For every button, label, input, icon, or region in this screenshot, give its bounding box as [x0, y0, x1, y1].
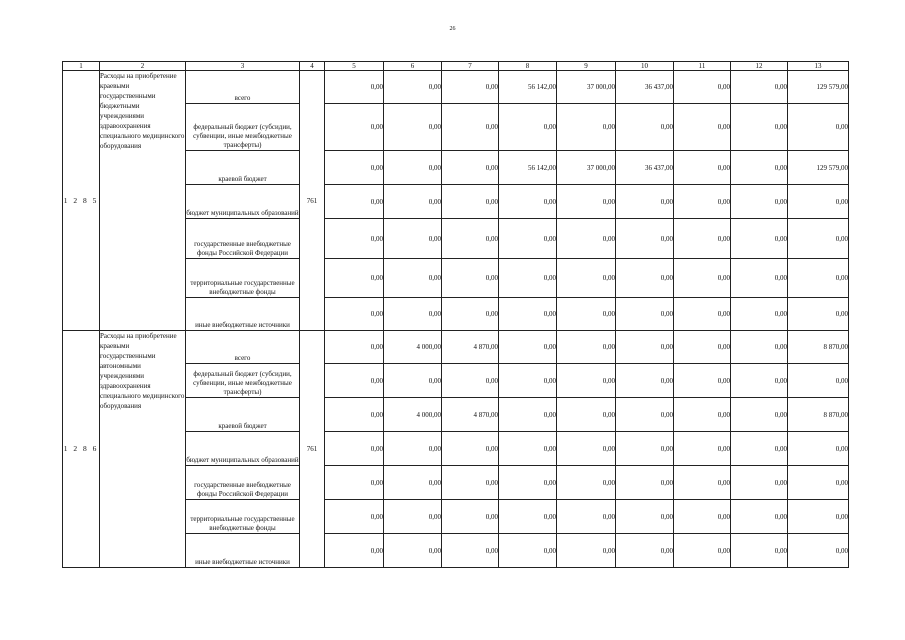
funding-source: федеральный бюджет (субсидии, субвенции, иные межбюджетные трансферты) [186, 104, 300, 151]
header-cell: 8 [499, 62, 557, 71]
value-cell: 37 000,00 [557, 151, 616, 185]
value-cell: 0,00 [325, 500, 384, 534]
value-cell: 0,00 [499, 104, 557, 151]
value-cell: 0,00 [384, 151, 442, 185]
value-cell: 0,00 [384, 432, 442, 466]
value-cell: 0,00 [384, 298, 442, 331]
value-cell: 0,00 [325, 185, 384, 219]
value-cell: 0,00 [499, 534, 557, 568]
value-cell: 0,00 [384, 185, 442, 219]
value-cell: 0,00 [325, 398, 384, 432]
value-cell: 0,00 [325, 331, 384, 364]
value-cell: 0,00 [731, 500, 788, 534]
value-cell: 0,00 [557, 259, 616, 298]
value-cell: 36 437,00 [616, 151, 674, 185]
value-cell: 0,00 [731, 219, 788, 259]
value-cell: 0,00 [731, 259, 788, 298]
value-cell: 0,00 [731, 331, 788, 364]
row-number: 1 2 8 6 [63, 331, 100, 568]
value-cell: 4 870,00 [442, 398, 499, 432]
value-cell: 0,00 [499, 364, 557, 398]
value-cell: 0,00 [674, 331, 731, 364]
value-cell: 0,00 [788, 219, 849, 259]
value-cell: 0,00 [325, 104, 384, 151]
funding-source: всего [186, 331, 300, 364]
header-cell: 11 [674, 62, 731, 71]
value-cell: 37 000,00 [557, 71, 616, 104]
value-cell: 0,00 [674, 298, 731, 331]
value-cell: 0,00 [557, 466, 616, 500]
value-cell: 0,00 [616, 364, 674, 398]
value-cell: 0,00 [557, 331, 616, 364]
value-cell: 0,00 [731, 298, 788, 331]
value-cell: 0,00 [442, 71, 499, 104]
value-cell: 0,00 [674, 364, 731, 398]
value-cell: 0,00 [384, 466, 442, 500]
funding-source: государственные внебюджетные фонды Российской Федерации [186, 219, 300, 259]
row-number: 1 2 8 5 [63, 71, 100, 331]
value-cell: 0,00 [384, 219, 442, 259]
value-cell: 0,00 [325, 219, 384, 259]
funding-source: территориальные государственные внебюджетные фонды [186, 259, 300, 298]
value-cell: 0,00 [442, 104, 499, 151]
header-cell: 4 [300, 62, 325, 71]
header-cell: 2 [100, 62, 186, 71]
value-cell: 0,00 [674, 185, 731, 219]
header-cell: 6 [384, 62, 442, 71]
value-cell: 0,00 [442, 432, 499, 466]
value-cell: 0,00 [788, 534, 849, 568]
value-cell: 0,00 [616, 219, 674, 259]
value-cell: 0,00 [499, 185, 557, 219]
value-cell: 0,00 [442, 219, 499, 259]
value-cell: 0,00 [788, 104, 849, 151]
value-cell: 8 870,00 [788, 398, 849, 432]
value-cell: 4 000,00 [384, 331, 442, 364]
value-cell: 0,00 [384, 500, 442, 534]
value-cell: 0,00 [325, 298, 384, 331]
value-cell: 0,00 [674, 500, 731, 534]
value-cell: 0,00 [499, 432, 557, 466]
value-cell: 0,00 [788, 259, 849, 298]
value-cell: 0,00 [674, 151, 731, 185]
funding-source: иные внебюджетные источники [186, 298, 300, 331]
value-cell: 0,00 [616, 104, 674, 151]
value-cell: 0,00 [442, 298, 499, 331]
value-cell: 0,00 [499, 331, 557, 364]
value-cell: 0,00 [557, 432, 616, 466]
value-cell: 0,00 [325, 534, 384, 568]
value-cell: 0,00 [499, 466, 557, 500]
value-cell: 0,00 [731, 104, 788, 151]
value-cell: 0,00 [442, 500, 499, 534]
funding-source: бюджет муниципальных образований [186, 432, 300, 466]
value-cell: 0,00 [557, 534, 616, 568]
value-cell: 0,00 [557, 398, 616, 432]
value-cell: 0,00 [499, 500, 557, 534]
value-cell: 0,00 [557, 364, 616, 398]
value-cell: 0,00 [442, 151, 499, 185]
value-cell: 36 437,00 [616, 71, 674, 104]
funding-source: всего [186, 71, 300, 104]
value-cell: 0,00 [616, 500, 674, 534]
value-cell: 0,00 [674, 432, 731, 466]
value-cell: 0,00 [325, 259, 384, 298]
value-cell: 0,00 [442, 534, 499, 568]
value-cell: 0,00 [674, 104, 731, 151]
value-cell: 0,00 [499, 298, 557, 331]
value-cell: 0,00 [616, 298, 674, 331]
value-cell: 0,00 [384, 364, 442, 398]
funding-source: бюджет муниципальных образований [186, 185, 300, 219]
value-cell: 0,00 [731, 151, 788, 185]
value-cell: 4 000,00 [384, 398, 442, 432]
value-cell: 0,00 [731, 432, 788, 466]
header-cell: 10 [616, 62, 674, 71]
value-cell: 0,00 [325, 432, 384, 466]
value-cell: 0,00 [788, 364, 849, 398]
header-cell: 12 [731, 62, 788, 71]
value-cell: 0,00 [731, 398, 788, 432]
table-row [63, 331, 849, 364]
value-cell: 0,00 [788, 466, 849, 500]
value-cell: 0,00 [557, 500, 616, 534]
value-cell: 0,00 [557, 219, 616, 259]
budget-code: 761 [300, 331, 325, 568]
value-cell: 0,00 [442, 364, 499, 398]
value-cell: 4 870,00 [442, 331, 499, 364]
value-cell: 0,00 [384, 534, 442, 568]
header-cell: 1 [63, 62, 100, 71]
funding-source: краевой бюджет [186, 151, 300, 185]
funding-source: государственные внебюджетные фонды Российской Федерации [186, 466, 300, 500]
value-cell: 0,00 [674, 466, 731, 500]
header-cell: 3 [186, 62, 300, 71]
value-cell: 0,00 [731, 466, 788, 500]
value-cell: 0,00 [731, 534, 788, 568]
value-cell: 0,00 [557, 104, 616, 151]
budget-code: 761 [300, 71, 325, 331]
value-cell: 56 142,00 [499, 151, 557, 185]
value-cell: 0,00 [674, 219, 731, 259]
value-cell: 0,00 [616, 432, 674, 466]
value-cell: 0,00 [616, 185, 674, 219]
value-cell: 0,00 [442, 185, 499, 219]
table-body [63, 71, 849, 568]
table-row [63, 71, 849, 104]
value-cell: 0,00 [325, 151, 384, 185]
header-row [63, 62, 849, 71]
value-cell: 0,00 [731, 71, 788, 104]
header-cell: 5 [325, 62, 384, 71]
value-cell: 0,00 [788, 185, 849, 219]
value-cell: 0,00 [674, 71, 731, 104]
page-number: 26 [449, 26, 456, 32]
budget-table [62, 61, 849, 568]
value-cell: 0,00 [616, 331, 674, 364]
funding-source: федеральный бюджет (субсидии, субвенции, иные межбюджетные трансферты) [186, 364, 300, 398]
value-cell: 0,00 [442, 466, 499, 500]
value-cell: 0,00 [788, 432, 849, 466]
funding-source: территориальные государственные внебюджетные фонды [186, 500, 300, 534]
header-cell: 7 [442, 62, 499, 71]
funding-source: иные внебюджетные источники [186, 534, 300, 568]
value-cell: 0,00 [731, 185, 788, 219]
value-cell: 0,00 [788, 500, 849, 534]
value-cell: 0,00 [557, 298, 616, 331]
value-cell: 0,00 [499, 398, 557, 432]
value-cell: 0,00 [442, 259, 499, 298]
value-cell: 129 579,00 [788, 71, 849, 104]
value-cell: 56 142,00 [499, 71, 557, 104]
value-cell: 0,00 [499, 219, 557, 259]
header-cell: 13 [788, 62, 849, 71]
value-cell: 0,00 [674, 534, 731, 568]
value-cell: 0,00 [674, 259, 731, 298]
value-cell: 0,00 [616, 534, 674, 568]
value-cell: 0,00 [674, 398, 731, 432]
value-cell: 0,00 [731, 364, 788, 398]
value-cell: 0,00 [384, 259, 442, 298]
value-cell: 0,00 [384, 71, 442, 104]
value-cell: 8 870,00 [788, 331, 849, 364]
expense-description: Расходы на приобретение краевыми государственными автономными учреждениями здравоохранения специального медицинского оборудования [100, 331, 186, 568]
value-cell: 0,00 [788, 298, 849, 331]
expense-description: Расходы на приобретение краевыми государственными бюджетными учреждениями здравоохранения специального медицинского оборудования [100, 71, 186, 331]
value-cell: 0,00 [616, 259, 674, 298]
value-cell: 0,00 [616, 466, 674, 500]
value-cell: 0,00 [499, 259, 557, 298]
value-cell: 0,00 [325, 364, 384, 398]
value-cell: 0,00 [557, 185, 616, 219]
value-cell: 0,00 [616, 398, 674, 432]
funding-source: краевой бюджет [186, 398, 300, 432]
value-cell: 0,00 [384, 104, 442, 151]
value-cell: 0,00 [325, 71, 384, 104]
value-cell: 0,00 [325, 466, 384, 500]
value-cell: 129 579,00 [788, 151, 849, 185]
header-cell: 9 [557, 62, 616, 71]
